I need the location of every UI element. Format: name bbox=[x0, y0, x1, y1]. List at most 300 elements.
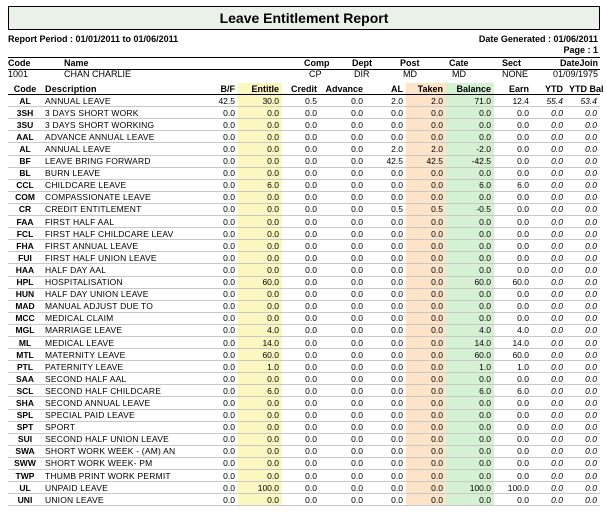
cell-taken: 0.0 bbox=[406, 494, 446, 506]
col-header-taken: Taken bbox=[406, 83, 446, 95]
cell-advance: 0.0 bbox=[320, 445, 366, 457]
cell-balance: 0.0 bbox=[446, 494, 494, 506]
cell-ytd: 0.0 bbox=[532, 167, 566, 179]
cell-ytd-bal: 0.0 bbox=[566, 445, 600, 457]
cell-ytd: 0.0 bbox=[532, 240, 566, 252]
employee-header-dept: Dept bbox=[352, 58, 372, 68]
cell-bf: 0.0 bbox=[198, 264, 238, 276]
cell-ytd: 0.0 bbox=[532, 409, 566, 421]
cell-ytd-bal: 0.0 bbox=[566, 494, 600, 506]
cell-ytd-bal: 0.0 bbox=[566, 288, 600, 300]
cell-advance: 0.0 bbox=[320, 155, 366, 167]
cell-balance: 0.0 bbox=[446, 264, 494, 276]
cell-balance: 14.0 bbox=[446, 336, 494, 348]
cell-credit: 0.0 bbox=[282, 457, 320, 469]
cell-earn: 0.0 bbox=[494, 494, 532, 506]
cell-ytd-bal: 0.0 bbox=[566, 349, 600, 361]
cell-taken: 0.0 bbox=[406, 276, 446, 288]
cell-entitle: 60.0 bbox=[238, 276, 282, 288]
cell-ytd-bal: 0.0 bbox=[566, 457, 600, 469]
cell-advance: 0.0 bbox=[320, 433, 366, 445]
cell-bf: 0.0 bbox=[198, 445, 238, 457]
cell-description: UNION LEAVE bbox=[42, 494, 198, 506]
cell-earn: 0.0 bbox=[494, 445, 532, 457]
cell-entitle: 0.0 bbox=[238, 131, 282, 143]
table-row bbox=[8, 179, 600, 191]
cell-entitle: 6.0 bbox=[238, 385, 282, 397]
cell-al: 0.0 bbox=[366, 107, 406, 119]
cell-al: 0.0 bbox=[366, 324, 406, 336]
cell-earn: 0.0 bbox=[494, 264, 532, 276]
cell-ytd: 0.0 bbox=[532, 421, 566, 433]
cell-earn: 1.0 bbox=[494, 361, 532, 373]
cell-earn: 0.0 bbox=[494, 421, 532, 433]
cell-credit: 0.0 bbox=[282, 373, 320, 385]
cell-advance: 0.0 bbox=[320, 288, 366, 300]
cell-code: MCC bbox=[8, 312, 42, 324]
cell-al: 0.0 bbox=[366, 482, 406, 494]
cell-bf: 0.0 bbox=[198, 421, 238, 433]
cell-taken: 0.0 bbox=[406, 216, 446, 228]
cell-entitle: 0.0 bbox=[238, 397, 282, 409]
cell-al: 0.0 bbox=[366, 216, 406, 228]
cell-taken: 0.0 bbox=[406, 361, 446, 373]
table-row bbox=[8, 191, 600, 203]
cell-credit: 0.0 bbox=[282, 409, 320, 421]
page-number: Page : 1 bbox=[563, 45, 598, 55]
cell-balance: 0.0 bbox=[446, 167, 494, 179]
cell-earn: 0.0 bbox=[494, 191, 532, 203]
cell-al: 2.0 bbox=[366, 143, 406, 155]
cell-ytd: 0.0 bbox=[532, 300, 566, 312]
table-row bbox=[8, 373, 600, 385]
cell-credit: 0.0 bbox=[282, 470, 320, 482]
cell-entitle: 0.0 bbox=[238, 470, 282, 482]
cell-entitle: 100.0 bbox=[238, 482, 282, 494]
cell-code: SAA bbox=[8, 373, 42, 385]
cell-al: 0.0 bbox=[366, 409, 406, 421]
cell-bf: 0.0 bbox=[198, 397, 238, 409]
cell-description: FIRST ANNUAL LEAVE bbox=[42, 240, 198, 252]
cell-ytd-bal: 0.0 bbox=[566, 191, 600, 203]
table-row bbox=[8, 409, 600, 421]
cell-ytd: 0.0 bbox=[532, 288, 566, 300]
cell-taken: 0.0 bbox=[406, 397, 446, 409]
cell-ytd: 55.4 bbox=[532, 95, 566, 107]
employee-sect: NONE bbox=[502, 69, 529, 79]
cell-ytd: 0.0 bbox=[532, 107, 566, 119]
cell-ytd-bal: 0.0 bbox=[566, 482, 600, 494]
col-header-bf: B/F bbox=[198, 83, 238, 95]
cell-earn: 0.0 bbox=[494, 155, 532, 167]
cell-balance: 0.0 bbox=[446, 119, 494, 131]
cell-description: MANUAL ADJUST DUE TO bbox=[42, 300, 198, 312]
cell-bf: 0.0 bbox=[198, 167, 238, 179]
cell-advance: 0.0 bbox=[320, 373, 366, 385]
cell-al: 2.0 bbox=[366, 95, 406, 107]
cell-ytd-bal: 53.4 bbox=[566, 95, 600, 107]
cell-earn: 0.0 bbox=[494, 288, 532, 300]
cell-al: 0.0 bbox=[366, 276, 406, 288]
cell-code: AL bbox=[8, 143, 42, 155]
cell-description: SECOND ANNUAL LEAVE bbox=[42, 397, 198, 409]
cell-code: SPL bbox=[8, 409, 42, 421]
cell-entitle: 0.0 bbox=[238, 312, 282, 324]
col-header-credit: Credit bbox=[282, 83, 320, 95]
cell-ytd-bal: 0.0 bbox=[566, 167, 600, 179]
col-header-earn: Earn bbox=[494, 83, 532, 95]
cell-ytd-bal: 0.0 bbox=[566, 252, 600, 264]
cell-advance: 0.0 bbox=[320, 167, 366, 179]
cell-code: PTL bbox=[8, 361, 42, 373]
cell-description: COMPASSIONATE LEAVE bbox=[42, 191, 198, 203]
cell-entitle: 0.0 bbox=[238, 155, 282, 167]
cell-earn: 0.0 bbox=[494, 373, 532, 385]
cell-credit: 0.0 bbox=[282, 361, 320, 373]
cell-taken: 0.0 bbox=[406, 300, 446, 312]
cell-balance: 0.0 bbox=[446, 191, 494, 203]
cell-code: MTL bbox=[8, 349, 42, 361]
table-row bbox=[8, 324, 600, 336]
cell-advance: 0.0 bbox=[320, 203, 366, 215]
cell-ytd-bal: 0.0 bbox=[566, 312, 600, 324]
cell-taken: 0.0 bbox=[406, 312, 446, 324]
employee-header-post: Post bbox=[400, 58, 420, 68]
cell-taken: 0.0 bbox=[406, 433, 446, 445]
cell-credit: 0.0 bbox=[282, 288, 320, 300]
table-row bbox=[8, 155, 600, 167]
cell-code: SCL bbox=[8, 385, 42, 397]
cell-bf: 0.0 bbox=[198, 191, 238, 203]
cell-code: MGL bbox=[8, 324, 42, 336]
cell-credit: 0.0 bbox=[282, 252, 320, 264]
employee-header-code: Code bbox=[8, 58, 31, 68]
cell-earn: 0.0 bbox=[494, 252, 532, 264]
cell-ytd-bal: 0.0 bbox=[566, 409, 600, 421]
cell-taken: 0.0 bbox=[406, 445, 446, 457]
cell-entitle: 14.0 bbox=[238, 336, 282, 348]
cell-entitle: 0.0 bbox=[238, 252, 282, 264]
cell-taken: 0.0 bbox=[406, 264, 446, 276]
leave-table bbox=[8, 83, 604, 506]
cell-credit: 0.0 bbox=[282, 349, 320, 361]
cell-ytd: 0.0 bbox=[532, 143, 566, 155]
cell-code: COM bbox=[8, 191, 42, 203]
employee-row bbox=[8, 69, 600, 80]
cell-bf: 0.0 bbox=[198, 482, 238, 494]
table-row bbox=[8, 240, 600, 252]
cell-description: SHORT WORK WEEK- PM bbox=[42, 457, 198, 469]
cell-advance: 0.0 bbox=[320, 312, 366, 324]
cell-description: UNPAID LEAVE bbox=[42, 482, 198, 494]
cell-credit: 0.0 bbox=[282, 300, 320, 312]
table-row bbox=[8, 300, 600, 312]
cell-credit: 0.0 bbox=[282, 421, 320, 433]
table-header-row bbox=[8, 83, 600, 95]
cell-ytd-bal: 0.0 bbox=[566, 433, 600, 445]
cell-al: 0.0 bbox=[366, 252, 406, 264]
cell-credit: 0.0 bbox=[282, 312, 320, 324]
cell-earn: 0.0 bbox=[494, 203, 532, 215]
cell-taken: 0.5 bbox=[406, 203, 446, 215]
cell-al: 0.0 bbox=[366, 167, 406, 179]
cell-code: 3SU bbox=[8, 119, 42, 131]
cell-entitle: 0.0 bbox=[238, 433, 282, 445]
cell-description: SPORT bbox=[42, 421, 198, 433]
cell-al: 0.0 bbox=[366, 433, 406, 445]
cell-description: MEDICAL LEAVE bbox=[42, 336, 198, 348]
cell-balance: 60.0 bbox=[446, 276, 494, 288]
col-header-ytd-bal: YTD Bal bbox=[566, 83, 600, 95]
cell-code: SUI bbox=[8, 433, 42, 445]
cell-description: BURN LEAVE bbox=[42, 167, 198, 179]
table-row bbox=[8, 264, 600, 276]
employee-header-cate: Cate bbox=[449, 58, 469, 68]
cell-entitle: 0.0 bbox=[238, 445, 282, 457]
table-row bbox=[8, 445, 600, 457]
cell-earn: 4.0 bbox=[494, 324, 532, 336]
cell-code: HPL bbox=[8, 276, 42, 288]
cell-bf: 0.0 bbox=[198, 312, 238, 324]
table-row bbox=[8, 336, 600, 348]
cell-ytd: 0.0 bbox=[532, 397, 566, 409]
col-header-ytd: YTD bbox=[532, 83, 566, 95]
cell-code: ML bbox=[8, 336, 42, 348]
cell-credit: 0.0 bbox=[282, 276, 320, 288]
cell-ytd-bal: 0.0 bbox=[566, 131, 600, 143]
cell-ytd: 0.0 bbox=[532, 433, 566, 445]
cell-ytd: 0.0 bbox=[532, 312, 566, 324]
cell-balance: 0.0 bbox=[446, 300, 494, 312]
cell-taken: 0.0 bbox=[406, 252, 446, 264]
cell-credit: 0.0 bbox=[282, 385, 320, 397]
cell-bf: 0.0 bbox=[198, 119, 238, 131]
cell-bf: 0.0 bbox=[198, 216, 238, 228]
cell-code: SWA bbox=[8, 445, 42, 457]
cell-al: 0.0 bbox=[366, 373, 406, 385]
cell-earn: 6.0 bbox=[494, 385, 532, 397]
table-row bbox=[8, 203, 600, 215]
cell-description: ANNUAL LEAVE bbox=[42, 143, 198, 155]
cell-description: SPECIAL PAID LEAVE bbox=[42, 409, 198, 421]
cell-advance: 0.0 bbox=[320, 252, 366, 264]
cell-credit: 0.0 bbox=[282, 216, 320, 228]
cell-advance: 0.0 bbox=[320, 131, 366, 143]
cell-credit: 0.0 bbox=[282, 119, 320, 131]
cell-entitle: 0.0 bbox=[238, 203, 282, 215]
cell-bf: 0.0 bbox=[198, 349, 238, 361]
cell-code: BL bbox=[8, 167, 42, 179]
cell-entitle: 0.0 bbox=[238, 240, 282, 252]
cell-advance: 0.0 bbox=[320, 361, 366, 373]
date-generated: Date Generated : 01/06/2011 bbox=[478, 34, 598, 44]
cell-advance: 0.0 bbox=[320, 143, 366, 155]
cell-al: 0.0 bbox=[366, 421, 406, 433]
col-header-entitle: Entitle bbox=[238, 83, 282, 95]
cell-code: BF bbox=[8, 155, 42, 167]
cell-earn: 0.0 bbox=[494, 240, 532, 252]
cell-credit: 0.0 bbox=[282, 433, 320, 445]
cell-balance: 0.0 bbox=[446, 312, 494, 324]
cell-ytd-bal: 0.0 bbox=[566, 373, 600, 385]
table-row bbox=[8, 119, 600, 131]
cell-ytd: 0.0 bbox=[532, 264, 566, 276]
cell-balance: 0.0 bbox=[446, 252, 494, 264]
cell-al: 0.0 bbox=[366, 228, 406, 240]
cell-entitle: 0.0 bbox=[238, 143, 282, 155]
cell-entitle: 0.0 bbox=[238, 228, 282, 240]
cell-ytd-bal: 0.0 bbox=[566, 216, 600, 228]
table-row bbox=[8, 131, 600, 143]
cell-ytd: 0.0 bbox=[532, 349, 566, 361]
report-title: Leave Entitlement Report bbox=[8, 6, 600, 30]
cell-earn: 0.0 bbox=[494, 457, 532, 469]
cell-ytd: 0.0 bbox=[532, 385, 566, 397]
cell-balance: -2.0 bbox=[446, 143, 494, 155]
cell-code: UL bbox=[8, 482, 42, 494]
cell-balance: 0.0 bbox=[446, 397, 494, 409]
cell-earn: 0.0 bbox=[494, 228, 532, 240]
cell-credit: 0.0 bbox=[282, 155, 320, 167]
cell-bf: 0.0 bbox=[198, 361, 238, 373]
table-row bbox=[8, 252, 600, 264]
cell-bf: 0.0 bbox=[198, 336, 238, 348]
cell-taken: 0.0 bbox=[406, 179, 446, 191]
table-row bbox=[8, 167, 600, 179]
cell-al: 0.0 bbox=[366, 179, 406, 191]
cell-ytd-bal: 0.0 bbox=[566, 119, 600, 131]
table-row bbox=[8, 482, 600, 494]
cell-code: FHA bbox=[8, 240, 42, 252]
table-row bbox=[8, 397, 600, 409]
cell-advance: 0.0 bbox=[320, 470, 366, 482]
cell-description: MATERNITY LEAVE bbox=[42, 349, 198, 361]
cell-advance: 0.0 bbox=[320, 276, 366, 288]
cell-balance: 100.0 bbox=[446, 482, 494, 494]
cell-ytd: 0.0 bbox=[532, 191, 566, 203]
cell-taken: 0.0 bbox=[406, 373, 446, 385]
cell-taken: 0.0 bbox=[406, 119, 446, 131]
cell-bf: 0.0 bbox=[198, 179, 238, 191]
cell-description: PATERNITY LEAVE bbox=[42, 361, 198, 373]
cell-ytd: 0.0 bbox=[532, 445, 566, 457]
cell-al: 0.0 bbox=[366, 361, 406, 373]
table-row bbox=[8, 494, 600, 506]
cell-ytd-bal: 0.0 bbox=[566, 336, 600, 348]
cell-taken: 0.0 bbox=[406, 336, 446, 348]
cell-bf: 0.0 bbox=[198, 409, 238, 421]
cell-ytd-bal: 0.0 bbox=[566, 421, 600, 433]
cell-taken: 0.0 bbox=[406, 421, 446, 433]
cell-balance: -42.5 bbox=[446, 155, 494, 167]
cell-code: AAL bbox=[8, 131, 42, 143]
cell-entitle: 30.0 bbox=[238, 95, 282, 107]
cell-bf: 0.0 bbox=[198, 373, 238, 385]
cell-ytd-bal: 0.0 bbox=[566, 276, 600, 288]
cell-al: 0.0 bbox=[366, 336, 406, 348]
cell-entitle: 6.0 bbox=[238, 179, 282, 191]
cell-credit: 0.0 bbox=[282, 264, 320, 276]
cell-balance: 0.0 bbox=[446, 445, 494, 457]
cell-advance: 0.0 bbox=[320, 300, 366, 312]
cell-ytd-bal: 0.0 bbox=[566, 324, 600, 336]
cell-bf: 0.0 bbox=[198, 300, 238, 312]
cell-al: 0.0 bbox=[366, 494, 406, 506]
cell-earn: 0.0 bbox=[494, 143, 532, 155]
cell-balance: 6.0 bbox=[446, 385, 494, 397]
cell-entitle: 0.0 bbox=[238, 288, 282, 300]
cell-advance: 0.0 bbox=[320, 494, 366, 506]
cell-description: SHORT WORK WEEK - (AM) AN bbox=[42, 445, 198, 457]
cell-description: HOSPITALISATION bbox=[42, 276, 198, 288]
cell-credit: 0.0 bbox=[282, 143, 320, 155]
table-row bbox=[8, 288, 600, 300]
cell-advance: 0.0 bbox=[320, 119, 366, 131]
cell-bf: 0.0 bbox=[198, 288, 238, 300]
cell-credit: 0.5 bbox=[282, 95, 320, 107]
cell-ytd-bal: 0.0 bbox=[566, 240, 600, 252]
cell-credit: 0.0 bbox=[282, 445, 320, 457]
cell-description: SECOND HALF UNION LEAVE bbox=[42, 433, 198, 445]
cell-al: 0.0 bbox=[366, 119, 406, 131]
cell-al: 0.0 bbox=[366, 240, 406, 252]
cell-balance: 4.0 bbox=[446, 324, 494, 336]
cell-advance: 0.0 bbox=[320, 385, 366, 397]
cell-credit: 0.0 bbox=[282, 167, 320, 179]
cell-code: FAA bbox=[8, 216, 42, 228]
cell-ytd: 0.0 bbox=[532, 482, 566, 494]
cell-description: LEAVE BRING FORWARD bbox=[42, 155, 198, 167]
cell-taken: 42.5 bbox=[406, 155, 446, 167]
cell-ytd: 0.0 bbox=[532, 179, 566, 191]
cell-ytd: 0.0 bbox=[532, 276, 566, 288]
cell-bf: 0.0 bbox=[198, 276, 238, 288]
cell-credit: 0.0 bbox=[282, 324, 320, 336]
cell-earn: 60.0 bbox=[494, 276, 532, 288]
cell-bf: 0.0 bbox=[198, 385, 238, 397]
cell-al: 0.0 bbox=[366, 312, 406, 324]
cell-code: HUN bbox=[8, 288, 42, 300]
cell-taken: 0.0 bbox=[406, 349, 446, 361]
cell-bf: 0.0 bbox=[198, 228, 238, 240]
employee-post: MD bbox=[403, 69, 417, 79]
cell-code: UNI bbox=[8, 494, 42, 506]
cell-earn: 60.0 bbox=[494, 349, 532, 361]
cell-ytd: 0.0 bbox=[532, 494, 566, 506]
cell-credit: 0.0 bbox=[282, 482, 320, 494]
cell-balance: -0.5 bbox=[446, 203, 494, 215]
cell-bf: 0.0 bbox=[198, 324, 238, 336]
cell-bf: 0.0 bbox=[198, 107, 238, 119]
cell-credit: 0.0 bbox=[282, 179, 320, 191]
cell-credit: 0.0 bbox=[282, 203, 320, 215]
cell-al: 0.0 bbox=[366, 457, 406, 469]
table-row bbox=[8, 107, 600, 119]
cell-credit: 0.0 bbox=[282, 131, 320, 143]
table-row bbox=[8, 385, 600, 397]
cell-earn: 100.0 bbox=[494, 482, 532, 494]
cell-description: MEDICAL CLAIM bbox=[42, 312, 198, 324]
cell-credit: 0.0 bbox=[282, 191, 320, 203]
employee-header-datejoin: DateJoin bbox=[559, 58, 598, 68]
cell-credit: 0.0 bbox=[282, 228, 320, 240]
cell-advance: 0.0 bbox=[320, 240, 366, 252]
cell-ytd: 0.0 bbox=[532, 228, 566, 240]
cell-code: SHA bbox=[8, 397, 42, 409]
cell-description: FIRST HALF UNION LEAVE bbox=[42, 252, 198, 264]
table-row bbox=[8, 470, 600, 482]
cell-al: 0.0 bbox=[366, 288, 406, 300]
